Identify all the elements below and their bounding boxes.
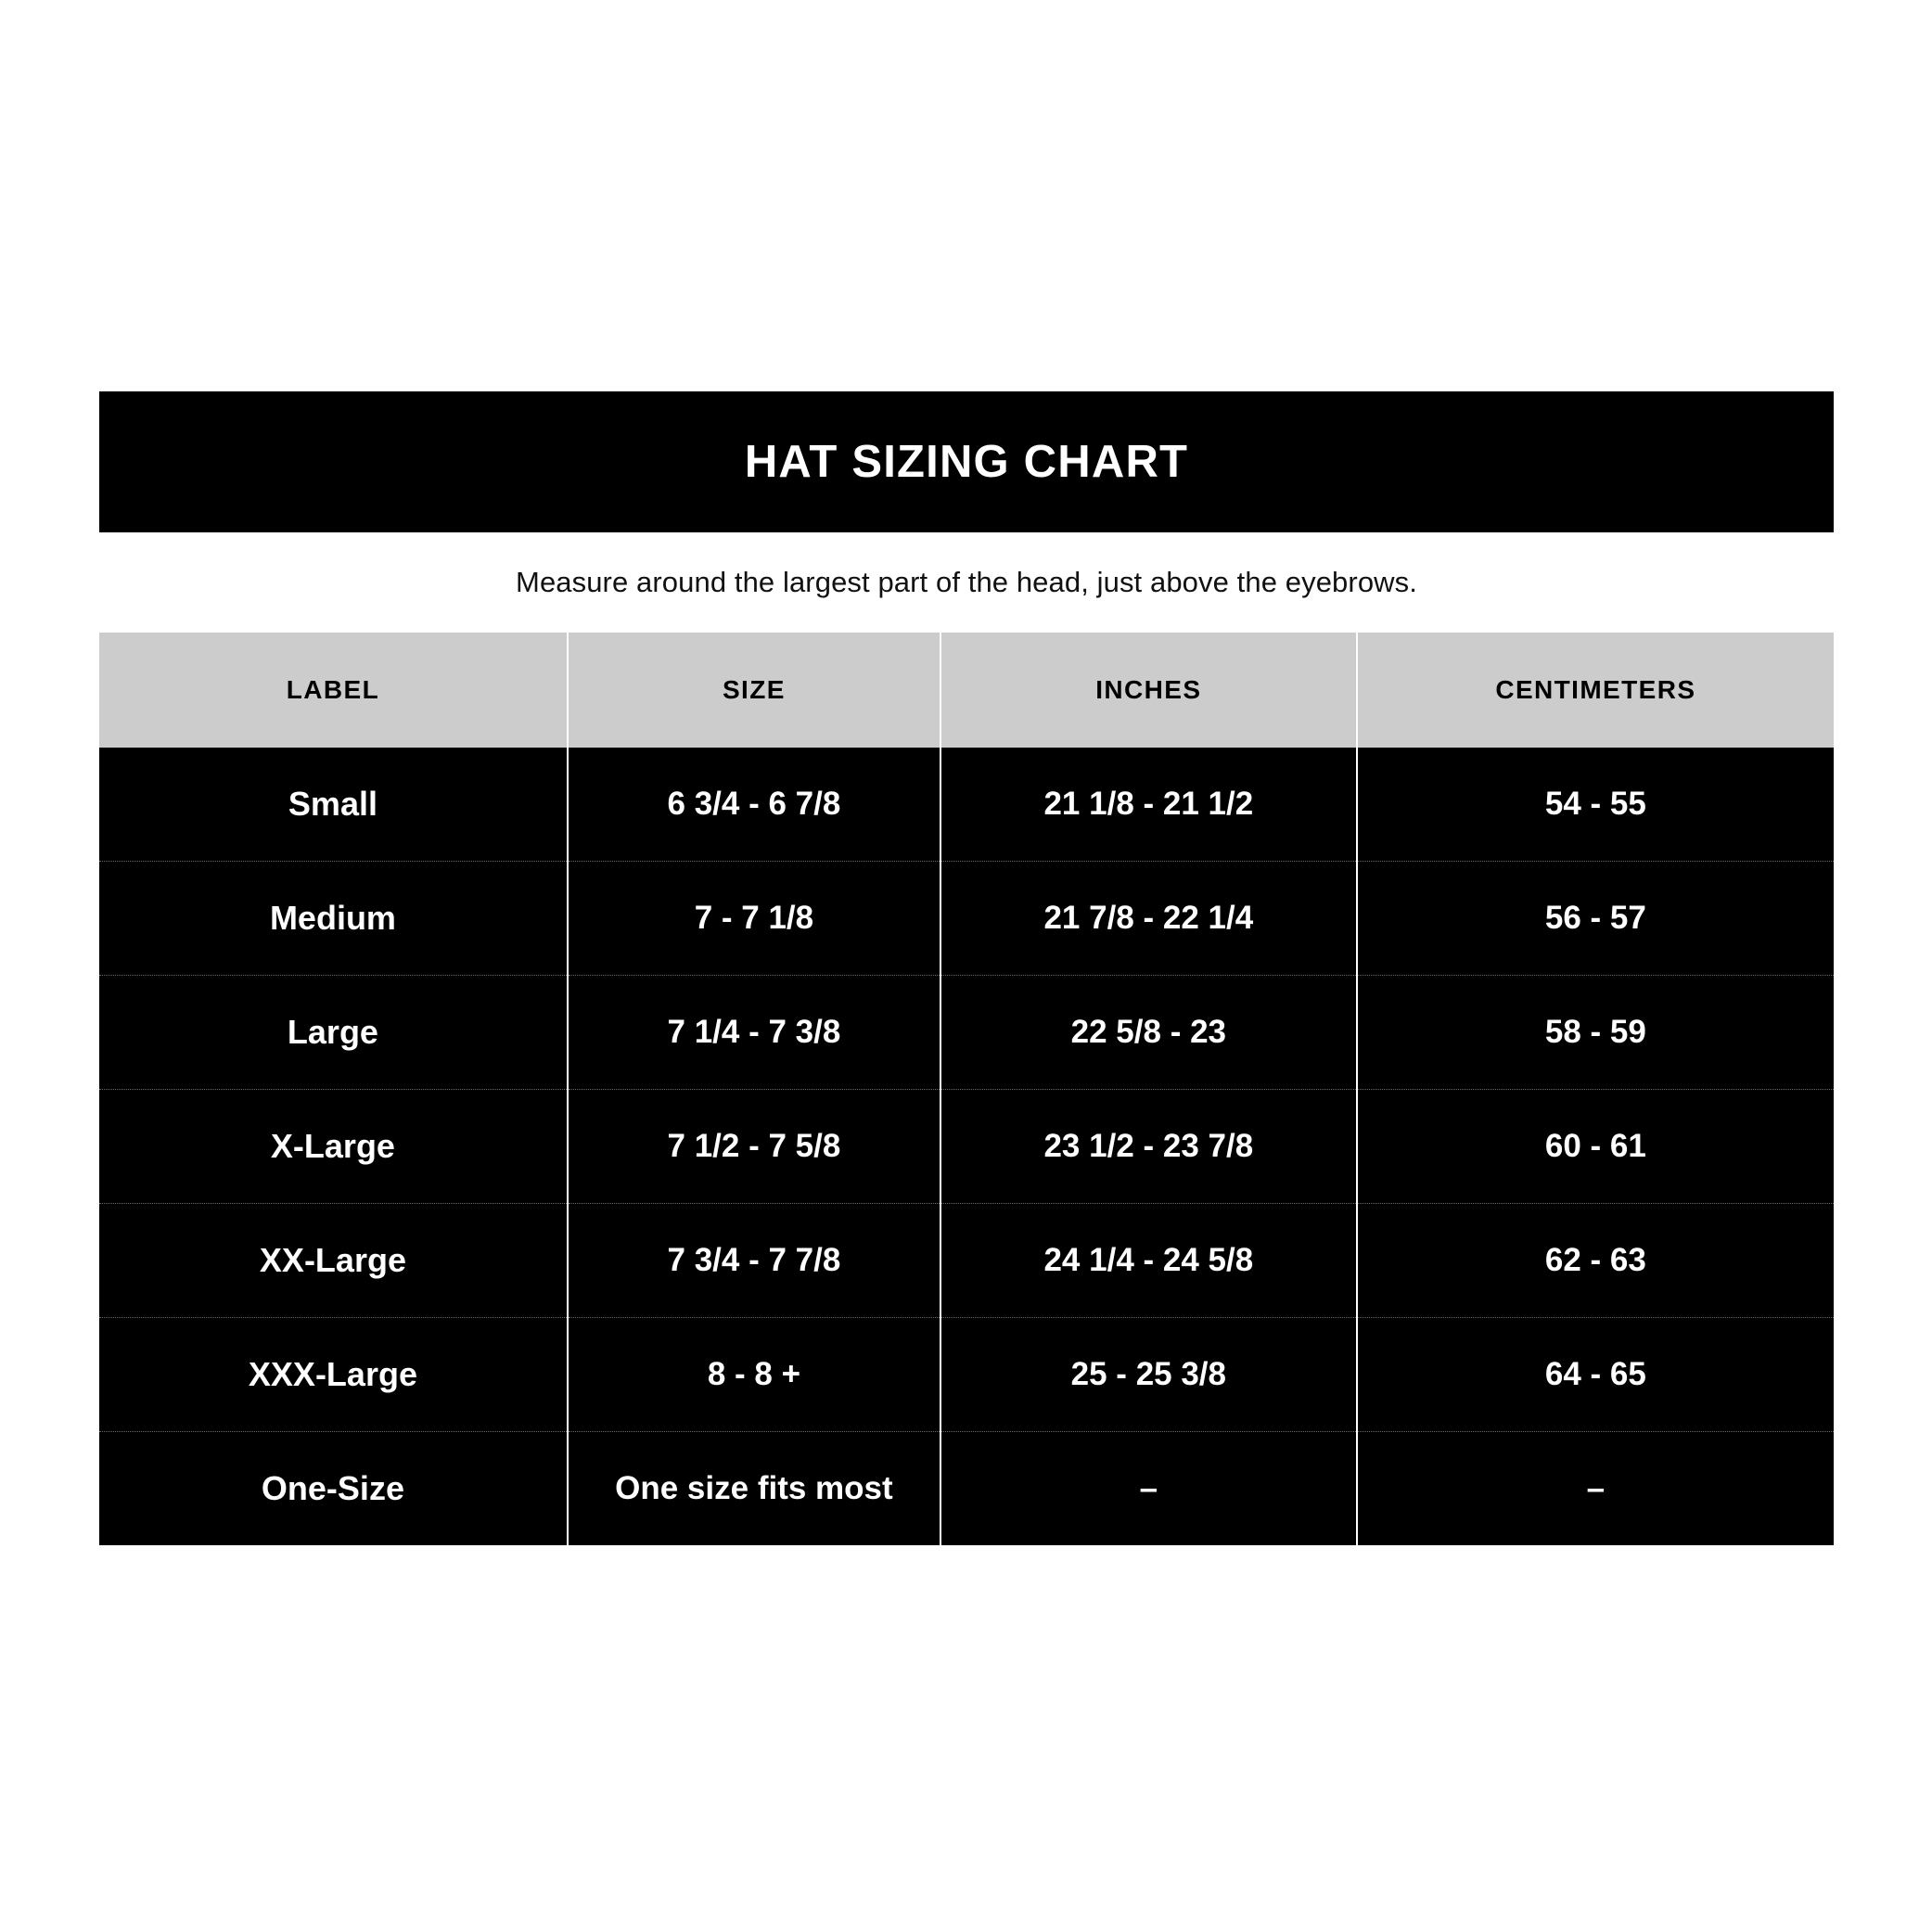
measurement-instructions: Measure around the largest part of the head, just above the eyebrows. xyxy=(516,566,1417,598)
cell-inches: 24 1/4 - 24 5/8 xyxy=(940,1204,1357,1318)
cell-size: 8 - 8 + xyxy=(568,1318,940,1432)
cell-size: 7 1/4 - 7 3/8 xyxy=(568,976,940,1090)
cell-inches: – xyxy=(940,1432,1357,1546)
cell-label: One-Size xyxy=(99,1432,568,1546)
cell-size: One size fits most xyxy=(568,1432,940,1546)
cell-label: Large xyxy=(99,976,568,1090)
table-row xyxy=(99,1204,1834,1318)
column-header-size: SIZE xyxy=(568,633,940,748)
page-title: HAT SIZING CHART xyxy=(744,437,1189,487)
cell-size: 6 3/4 - 6 7/8 xyxy=(568,748,940,862)
table-row xyxy=(99,748,1834,862)
cell-inches: 21 1/8 - 21 1/2 xyxy=(940,748,1357,862)
hat-sizing-chart xyxy=(99,391,1834,1545)
cell-inches: 23 1/2 - 23 7/8 xyxy=(940,1090,1357,1204)
table-row xyxy=(99,1090,1834,1204)
cell-label: XX-Large xyxy=(99,1204,568,1318)
cell-label: Small xyxy=(99,748,568,862)
cell-label: X-Large xyxy=(99,1090,568,1204)
cell-centimeters: 58 - 59 xyxy=(1357,976,1834,1090)
chart-title-banner xyxy=(99,391,1834,532)
sizing-table xyxy=(99,633,1834,1545)
cell-size: 7 - 7 1/8 xyxy=(568,862,940,976)
table-header xyxy=(99,633,1834,748)
cell-centimeters: 56 - 57 xyxy=(1357,862,1834,976)
table-body xyxy=(99,748,1834,1545)
cell-size: 7 3/4 - 7 7/8 xyxy=(568,1204,940,1318)
chart-subtitle xyxy=(99,532,1834,633)
cell-centimeters: 60 - 61 xyxy=(1357,1090,1834,1204)
column-header-inches: INCHES xyxy=(940,633,1357,748)
cell-size: 7 1/2 - 7 5/8 xyxy=(568,1090,940,1204)
table-row xyxy=(99,1318,1834,1432)
cell-inches: 22 5/8 - 23 xyxy=(940,976,1357,1090)
column-header-label: LABEL xyxy=(99,633,568,748)
cell-centimeters: 62 - 63 xyxy=(1357,1204,1834,1318)
cell-inches: 25 - 25 3/8 xyxy=(940,1318,1357,1432)
cell-centimeters: 64 - 65 xyxy=(1357,1318,1834,1432)
table-header-row xyxy=(99,633,1834,748)
cell-label: XXX-Large xyxy=(99,1318,568,1432)
table-row xyxy=(99,976,1834,1090)
column-header-centimeters: CENTIMETERS xyxy=(1357,633,1834,748)
cell-centimeters: 54 - 55 xyxy=(1357,748,1834,862)
table-row xyxy=(99,1432,1834,1546)
table-row xyxy=(99,862,1834,976)
cell-label: Medium xyxy=(99,862,568,976)
cell-centimeters: – xyxy=(1357,1432,1834,1546)
cell-inches: 21 7/8 - 22 1/4 xyxy=(940,862,1357,976)
